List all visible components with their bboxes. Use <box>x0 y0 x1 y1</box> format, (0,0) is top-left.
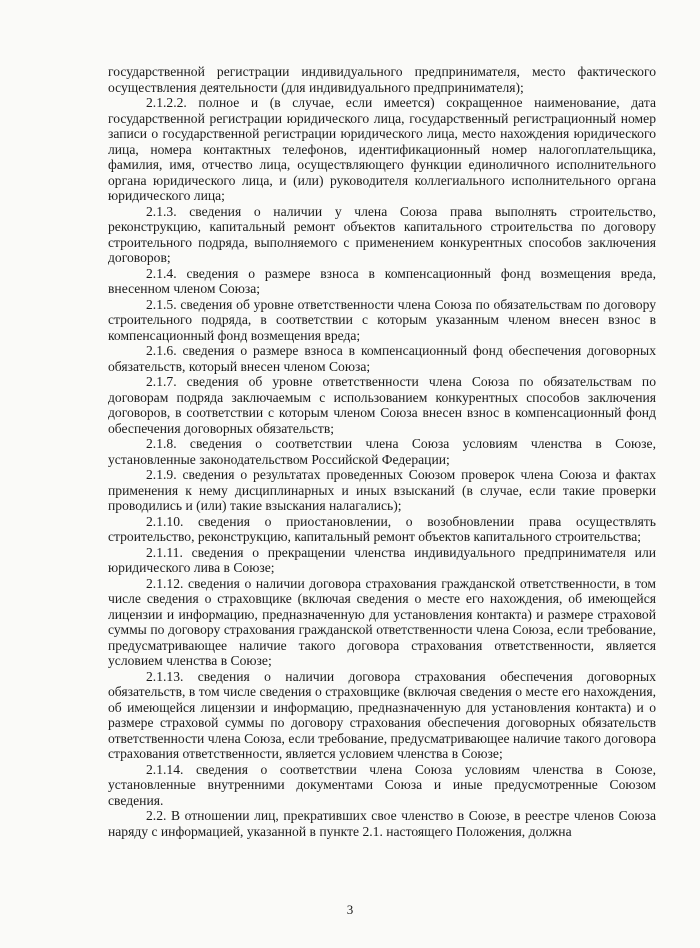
paragraph-2-1-14: 2.1.14. сведения о соответствии члена Союза условиям членства в Союзе, установленные внутренними документами Союза и иные предусмотренные Союзом сведения. <box>108 761 656 808</box>
paragraph-2-1-10: 2.1.10. сведения о приостановлении, о возобновлении права осуществлять строительство, реконструкцию, капитальный ремонт объектов капитального строительства; <box>108 513 656 544</box>
paragraph-continuation: государственной регистрации индивидуального предпринимателя, место фактического осуществления деятельности (для индивидуального предпринимателя); <box>108 64 656 95</box>
paragraph-2-2: 2.2. В отношении лиц, прекративших свое членство в Союзе, в реестре членов Союза наряду с информацией, указанной в пункте 2.1. настоящего Положения, должна <box>108 808 656 839</box>
paragraph-2-1-9: 2.1.9. сведения о результатах проведенных Союзом проверок члена Союза и фактах применения к нему дисциплинарных и иных взысканий (в случае, если такие проверки проводились и (или) такие взыскания налагались); <box>108 467 656 513</box>
document-body <box>108 64 656 839</box>
paragraph-2-1-8: 2.1.8. сведения о соответствии члена Союза условиям членства в Союзе, установленные законодательством Российской Федерации; <box>108 436 656 467</box>
paragraph-2-1-3: 2.1.3. сведения о наличии у члена Союза права выполнять строительство, реконструкцию, капитальный ремонт объектов капитального строительства по договору строительного подряда, выполняемого с применением конкурентных способов заключения договоров; <box>108 203 656 265</box>
paragraph-2-1-11: 2.1.11. сведения о прекращении членства индивидуального предпринимателя или юридического лива в Союзе; <box>108 544 656 575</box>
paragraph-2-1-12: 2.1.12. сведения о наличии договора страхования гражданской ответственности, в том числе сведения о страховщике (включая сведения о месте его нахождения, об имеющейся лицензии и информацию, предназначенную для установления контакта) и размере страховой суммы по договору страхования гражданской ответственности члена Союза, если требование, предусматривающее наличие такого договора страхования ответственности, является условием членства в Союзе; <box>108 575 656 668</box>
paragraph-2-1-6: 2.1.6. сведения о размере взноса в компенсационный фонд обеспечения договорных обязательств, который внесен членом Союза; <box>108 343 656 374</box>
paragraph-2-1-5: 2.1.5. сведения об уровне ответственности члена Союза по обязательствам по договору строительного подряда, в соответствии с которым указанным членом внесен взнос в компенсационный фонд возмещения вреда; <box>108 296 656 343</box>
paragraph-2-1-4: 2.1.4. сведения о размере взноса в компенсационный фонд возмещения вреда, внесенном членом Союза; <box>108 265 656 296</box>
page-number: 3 <box>346 902 354 917</box>
paragraph-2-1-7: 2.1.7. сведения об уровне ответственности члена Союза по обязательствам по договорам подряда заключаемым с использованием конкурентных способов заключения договоров, в соответствии с которым членом Союза внесен взнос в компенсационный фонд обеспечения договорных обязательств; <box>108 374 656 436</box>
paragraph-2-1-13: 2.1.13. сведения о наличии договора страхования обеспечения договорных обязательств, в том числе сведения о страховщике (включая сведения о месте его нахождения, об имеющейся лицензии и информацию, предназначенную для установления контакта) и о размере страховой суммы по договору страхования обеспечения договорных обязательств ответственности члена Союза, если требование, предусматривающее наличие такого договора страхования ответственности, является условием членства в Союзе; <box>108 668 656 761</box>
paragraph-2-1-2-2: 2.1.2.2. полное и (в случае, если имеется) сокращенное наименование, дата государственной регистрации юридического лица, государственный регистрационный номер записи о государственной регистрации юридического лица, место нахождения юридического лица, номера контактных телефонов, идентификационный номер налогоплательщика, фамилия, имя, отчество лица, осуществляющего функции единоличного исполнительного органа юридического лица, и (или) руководителя коллегиального исполнительного органа юридического лица; <box>108 95 656 203</box>
